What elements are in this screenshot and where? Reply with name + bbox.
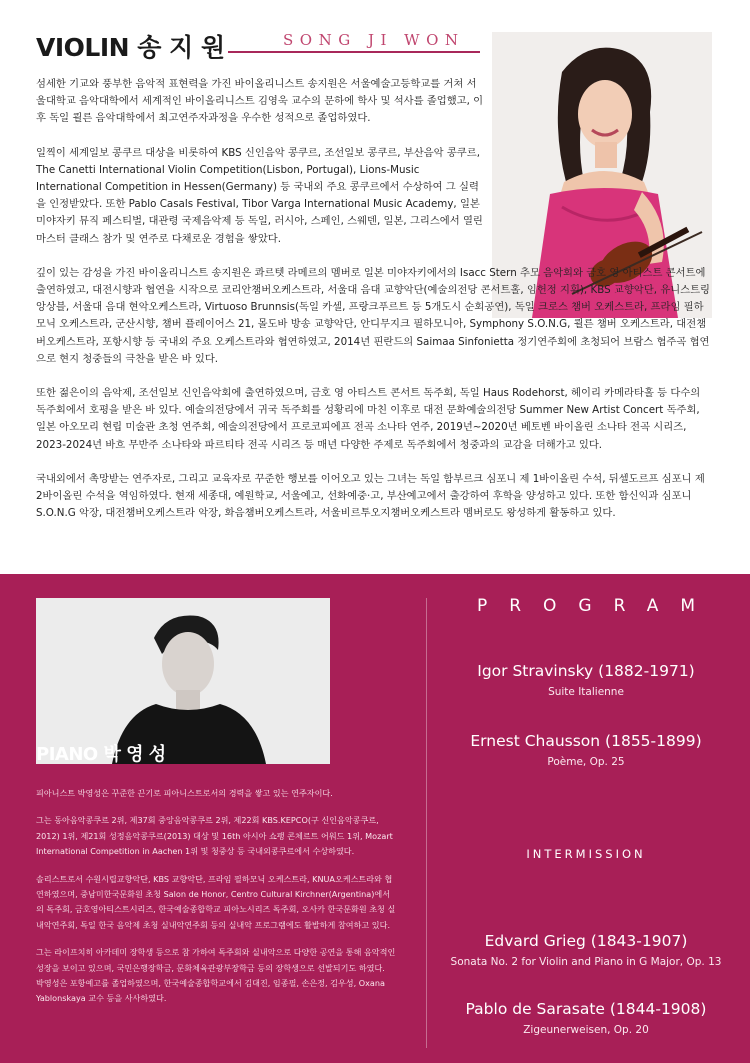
composer-name: Igor Stravinsky (1882-1971)	[477, 662, 695, 680]
composer-name: Edvard Grieg (1843-1907)	[484, 932, 688, 950]
work-title: Zigeunerweisen, Op. 20	[523, 1024, 649, 1036]
work-title: Sonata No. 2 for Violin and Piano in G Major, Op. 13	[450, 956, 722, 968]
violinist-english-name: SONG JI WON	[283, 31, 465, 49]
concert-program	[436, 574, 736, 1063]
work-title: Suite Italienne	[548, 686, 624, 698]
work-title: Poème, Op. 25	[547, 756, 625, 768]
title-rule	[228, 51, 480, 53]
bio-paragraph: 박영성은 포항예고를 졸업하였으며, 한국예술종합학교에서 김대진, 임종필, 손은정, 김우성, Oxana Yablonskaya 교수 등을 사사하였다.	[36, 978, 385, 1004]
violinist-biography	[36, 76, 712, 539]
bio-paragraph: 그는 동아음악콩쿠르 2위, 제37회 중앙음악콩쿠르 2위, 제22회 KBS.KEPCO(구 신인음악콩쿠르, 2012) 1위, 제21회 성정음악콩쿠르(2013) 대상 및 16th 아시아 쇼팽 콘체르트 어워드 1위, Mozart International Competition in Aachen 1위 및 청중상 등 국내외콩쿠르에서 수상하였다.	[36, 815, 393, 857]
bio-paragraph: 그는 라이프치히 아카데미 장학생 등으로 참 가하여 독주회와 실내악으로 다양한 공연을 통해 음악적인성장을 보이고 있으며, 국민은행장학금, 문화체육관광부장학금 등의 장학생으로 선발되기도 하였다.	[36, 947, 396, 973]
violinist-title: VIOLIN 송 지 원	[36, 33, 225, 62]
program-heading: PROGRAM	[476, 596, 718, 616]
program-item	[436, 662, 736, 698]
bio-paragraph: 깊이 있는 감성을 가진 바이올리니스트 송지원은 콰르텟 라메르의 멤버로 일본 미야자키에서의 Isacc Stern 추모 음악회와 금호 영 아티스트 콘서트에 출연하였고, 대전시향과 협연을 시작으로 코리안챔버오케스트라, 서울대 음대 교향악단(예술의전당 콘서트홀, 임헌정 지휘), KBS 교향악단, 유니스트링 앙상블, 서울대 음대 현악오케스트라, Virtuoso Brunnsis(독일 카셀, 프랑크푸르트 등 5개도시 순회공연), 독일 크로스 챔버 오케스트라, 프라임 필하모닉 오케스트라, 군산시향, 챔버 플레이어스 21, 몰도바 방송 교향악단, 안디무지크 필하모니아, Symphony S.O.N.G, 쾰른 챔버 오케스트라, 대전챔버오케스트라, 포항시향 등 국내외 주요 오케스트라와 협연하였고, 2014년 핀란드의 Saimaa Sinfonietta 정기연주회에 초청되어 브람스 협주곡 협연으로 현지 청중들의 극찬을 받은 바 있다.	[36, 266, 710, 365]
program-item	[436, 1000, 736, 1036]
section-divider	[426, 598, 427, 1048]
piano-and-program	[0, 574, 750, 1063]
program-item	[436, 932, 736, 968]
pianist-biography	[36, 786, 396, 1007]
bio-paragraph: 피아니스트 박영성은 꾸준한 끈기로 피아니스트로서의 경력을 쌓고 있는 연주자이다.	[36, 788, 333, 798]
bio-paragraph: 또한 젊은이의 음악제, 조선일보 신인음악회에 출연하였으며, 금호 영 아티스트 콘서트 독주회, 독일 Haus Rodehorst, 헤이리 카메라타홀 등 다수의 독주회에서 호평을 받은 바 있다. 예술의전당에서 귀국 독주회를 성황리에 마친 이후로 대전 문화예술의전당 Summer New Artist Concert 독주회, 일본 아오모리 현립 미술관 초청 연주회, 예술의전당에서 프로코피에프 전곡 소나타 연주, 2019년~2020년 베토벤 바이올린 소나타 전곡 시리즈, 2023-2024년 바흐 무반주 소나타와 파르티타 전곡 시리즈 등 매년 다양한 주제로 독주회에서 청중과의 교감을 더해가고 있다.	[36, 387, 701, 451]
bio-paragraph: 솔리스트로서 수원시립교향악단, KBS 교향악단, 프라임 필하모닉 오케스트라, KNUA오케스트라와 협연하였으며, 중남미한국문화원 초청 Salon de Honor, Centro Cultural Kirchner(Argentina)에서의 독주회, 금호영아티스트시리즈, 한국예술종합학교 피아노시리즈 독주회, 오사카 한국문화원 초청 실내악연주회, 독일 한국 음악제 초청 실내악연주회 등의 실내악 프로그램에도 활발하게 참여하고 있다.	[36, 873, 396, 930]
program-item	[436, 732, 736, 768]
intermission-label: INTERMISSION	[526, 847, 646, 861]
bio-paragraph: 섬세한 기교와 풍부한 음악적 표현력을 가진 바이올리니스트 송지원은 서울예술고등학교를 거쳐 서울대학교 음악대학에서 세계적인 바이올리니스트 김영욱 교수의 문하에 학사 및 석사를 졸업했고, 이후 독일 쾰른 음악대학에서 최고연주자과정을 우수한 성적으로 졸업하였다.	[36, 78, 484, 125]
bio-paragraph: 일찍이 세계일보 콩쿠르 대상을 비롯하여 KBS 신인음악 콩쿠르, 조선일보 콩쿠르, 부산음악 콩쿠르, The Canetti International Violin Competition(Lisbon, Portugal), Lions-Music International Competition in Hessen(Germany) 등 국내외 주요 콩쿠르에서 수상하여 그 실력을 인정받았다. 또한 Pablo Casals Festival, Tibor Varga International Music Academy, 일본 미야자키 뮤직 페스티벌, 대관령 국제음악제 등 독일, 러시아, 스페인, 스웨덴, 일본, 그리스에서 열린 마스터 클래스 참가 및 연주로 다채로운 경험을 쌓았다.	[36, 146, 483, 245]
composer-name: Ernest Chausson (1855-1899)	[470, 732, 702, 750]
composer-name: Pablo de Sarasate (1844-1908)	[465, 1000, 707, 1018]
bio-paragraph: 국내외에서 촉망받는 연주자로, 그리고 교육자로 꾸준한 행보를 이어오고 있는 그녀는 독일 함부르크 심포니 제 1바이올린 수석, 뒤셀도르프 심포니 제 2바이올린 수석을 역임하였다. 현재 세종대, 예원학교, 서울예고, 선화예중·고, 부산예고에서 출강하여 후학을 양성하고 있다. 또한 함신익과 심포니 S.O.N.G 악장, 대전챔버오케스트라 악장, 화음챔버오케스트라, 서울비르투오지챔버오케스트라 멤버로도 왕성하게 활동하고 있다.	[36, 472, 705, 520]
pianist-title: PIANO 박 영 성	[36, 744, 166, 765]
